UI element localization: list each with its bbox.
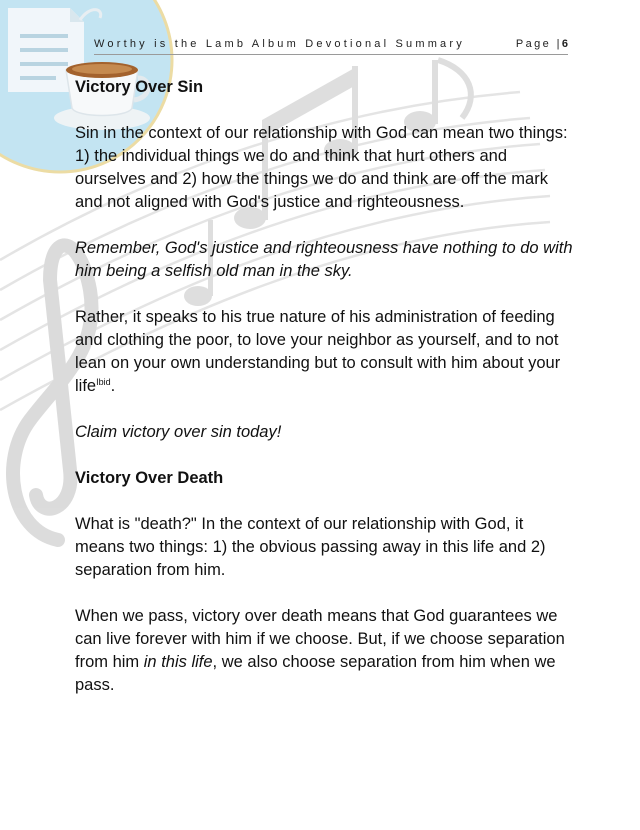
pass-text-start: When we pass, victory over death means that God guarantees we can live forever with him if we choose. But, if we choose separation from him xyxy=(75,607,565,671)
rather-text: Rather, it speaks to his true nature of his administration of feeding and clothing the poor, to love your neighbor as yourself, and to not lean on your own understanding but to consult with him about your life xyxy=(75,308,561,395)
page-header xyxy=(94,38,568,55)
page-label: Page | xyxy=(515,38,562,50)
document-body xyxy=(75,76,575,720)
page-number-label xyxy=(516,38,568,50)
section-heading-death: Victory Over Death xyxy=(75,469,224,487)
paragraph-death-pass xyxy=(75,605,575,697)
header-title: Worthy is the Lamb Album Devotional Summary xyxy=(94,38,465,50)
ibid-footnote: Ibid xyxy=(96,377,111,387)
rather-end: . xyxy=(110,377,116,395)
paragraph-sin-rather xyxy=(75,306,575,398)
section-heading-sin: Victory Over Sin xyxy=(75,78,204,96)
italic-claim-text: Claim victory over sin today! xyxy=(75,423,282,441)
paragraph-sin-definition: Sin in the context of our relationship with God can mean two things: 1) the individual things we do and think that hurt others and ourselves and 2) how the things we do and think are off the mark and not aligned with God's justice and righteousness. xyxy=(75,124,568,211)
page-number: 6 xyxy=(561,38,568,50)
paragraph-claim-victory xyxy=(75,421,575,444)
pass-text-end: , we also choose separation from him when we pass. xyxy=(75,653,556,694)
italic-this-life: in this life xyxy=(143,653,213,671)
paragraph-sin-reminder xyxy=(75,237,575,283)
italic-reminder-text: Remember, God's justice and righteousness have nothing to do with him being a selfish old man in the sky. xyxy=(75,239,573,280)
paragraph-death-definition: What is "death?" In the context of our relationship with God, it means two things: 1) the obvious passing away in this life and 2) separation from him. xyxy=(75,515,546,579)
